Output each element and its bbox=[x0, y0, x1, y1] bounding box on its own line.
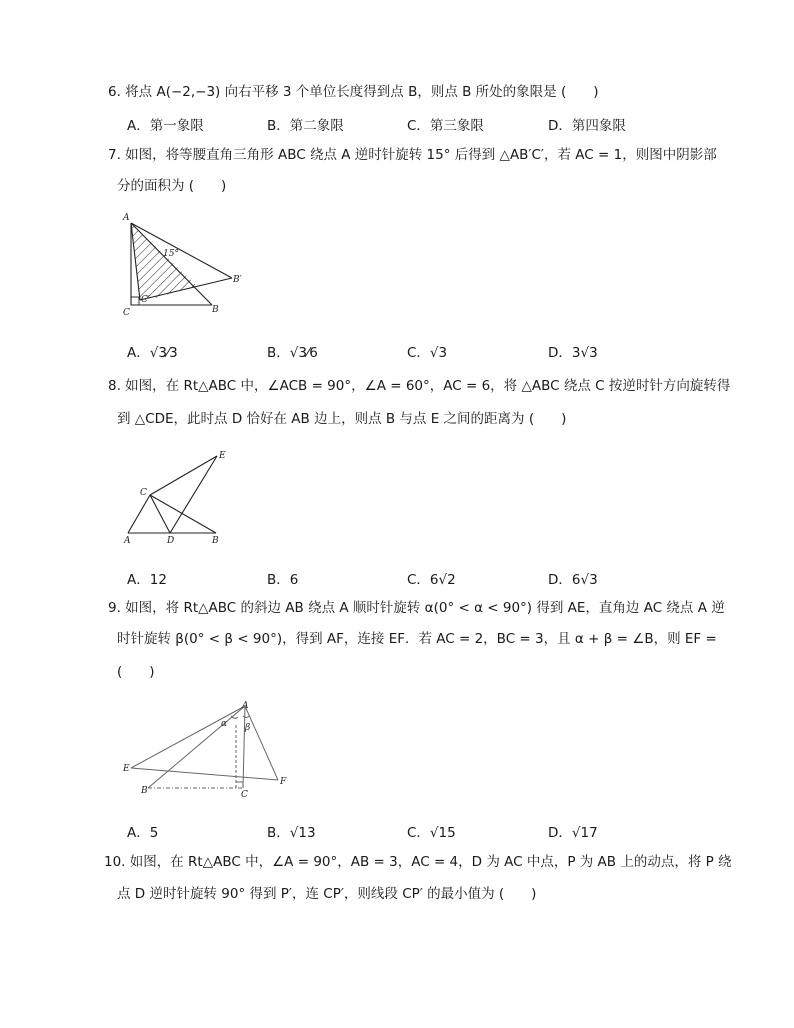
q9-figure bbox=[118, 698, 298, 804]
q7-option-a: A．√3⁄3 bbox=[127, 345, 178, 361]
q8-option-b: B．6 bbox=[267, 572, 299, 588]
q6-option-b: B．第二象限 bbox=[267, 118, 344, 134]
q7-stem-line-1: 7. 如图，将等腰直角三角形 ABC 绕点 A 逆时针旋转 15° 后得到 △AB′C′，若 AC = 1，则图中阴影部 bbox=[108, 147, 717, 163]
q9-label-c: C bbox=[241, 790, 248, 800]
q8-option-c: C．6√2 bbox=[407, 572, 456, 588]
q9-stem-line-1: 9. 如图，将 Rt△ABC 的斜边 AB 绕点 A 顺时针旋转 α(0° < α < 90°) 得到 AE，直角边 AC 绕点 A 逆 bbox=[108, 600, 725, 616]
q7-option-d: D．3√3 bbox=[548, 345, 598, 361]
q10-stem-line-1: 10. 如图，在 Rt△ABC 中，∠A = 90°，AB = 3，AC = 4，D 为 AC 中点，P 为 AB 上的动点，将 P 绕 bbox=[104, 854, 732, 870]
q6-option-d: D．第四象限 bbox=[548, 118, 626, 134]
q8-options bbox=[0, 568, 794, 588]
q8-figure bbox=[118, 446, 238, 550]
q10-stem-line-2: 点 D 逆时针旋转 90° 得到 P′，连 CP′，则线段 CP′ 的最小值为 ( ) bbox=[117, 886, 537, 902]
q6-options bbox=[0, 114, 794, 134]
q7-label-c: C bbox=[123, 308, 130, 318]
q9-stem-line-3: ( ) bbox=[117, 664, 155, 680]
q6-option-c: C．第三象限 bbox=[407, 118, 484, 134]
q7-label-b: B bbox=[212, 305, 219, 315]
q7-label-bprime: B′ bbox=[233, 275, 242, 285]
q7-label-a: A bbox=[123, 213, 130, 223]
q9-option-a: A．5 bbox=[127, 825, 159, 841]
q8-option-d: D．6√3 bbox=[548, 572, 598, 588]
q8-label-a: A bbox=[124, 536, 131, 546]
q9-label-b: B bbox=[141, 786, 148, 796]
q7-figure bbox=[118, 208, 248, 324]
q6-option-a: A．第一象限 bbox=[127, 118, 204, 134]
q9-label-beta: β bbox=[245, 723, 251, 733]
q6-stem-line-1: 6. 将点 A(−2,−3) 向右平移 3 个单位长度得到点 B，则点 B 所处的象限是 ( ) bbox=[108, 84, 599, 100]
q8-label-e: E bbox=[219, 451, 226, 461]
q8-label-b: B bbox=[212, 536, 219, 546]
q7-option-b: B．√3⁄6 bbox=[267, 345, 318, 361]
q8-label-c: C bbox=[140, 488, 147, 498]
q7-options bbox=[0, 341, 794, 361]
q9-label-f: F bbox=[280, 777, 287, 787]
q9-label-a: A bbox=[242, 701, 249, 711]
q9-option-c: C．√15 bbox=[407, 825, 456, 841]
q9-label-e: E bbox=[123, 764, 130, 774]
q9-options bbox=[0, 821, 794, 841]
q8-stem-line-1: 8. 如图，在 Rt△ABC 中，∠ACB = 90°，∠A = 60°，AC = 6，将 △ABC 绕点 C 按逆时针方向旋转得 bbox=[108, 378, 731, 394]
q7-option-c: C．√3 bbox=[407, 345, 448, 361]
q9-option-b: B．√13 bbox=[267, 825, 316, 841]
q9-label-alpha: α bbox=[221, 719, 228, 729]
q9-stem-line-2: 时针旋转 β(0° < β < 90°)，得到 AF，连接 EF．若 AC = 2，BC = 3，且 α + β = ∠B，则 EF = bbox=[117, 631, 717, 647]
q8-option-a: A．12 bbox=[127, 572, 167, 588]
q8-stem-line-2: 到 △CDE，此时点 D 恰好在 AB 边上，则点 B 与点 E 之间的距离为 ( ) bbox=[117, 411, 567, 427]
q8-label-d: D bbox=[167, 536, 175, 546]
q9-option-d: D．√17 bbox=[548, 825, 598, 841]
q7-label-angle: 15° bbox=[163, 249, 179, 259]
q7-label-cprime: C′ bbox=[141, 295, 150, 305]
q7-stem-line-2: 分的面积为 ( ) bbox=[117, 178, 227, 194]
